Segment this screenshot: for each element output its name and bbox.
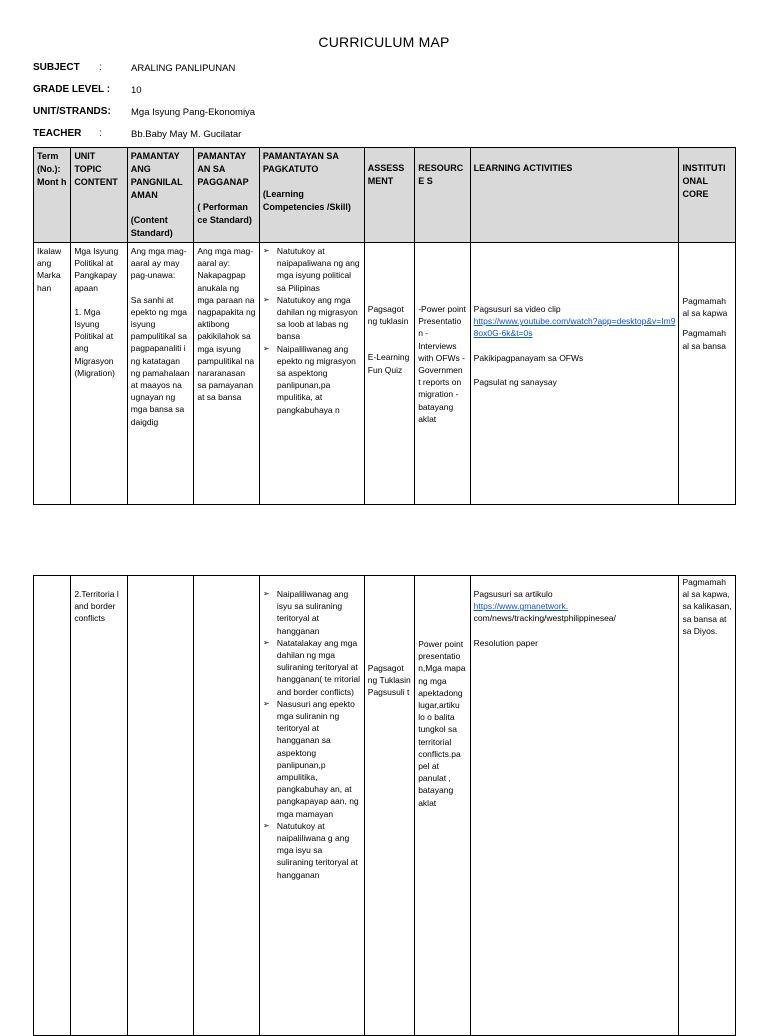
grade-level-label: GRADE LEVEL : [33, 84, 111, 95]
content-standard-intro: Ang mga mag-aaral ay may pag-unawa: [130, 246, 187, 281]
competencies-list [263, 245, 361, 416]
content-standard-cell [127, 243, 194, 505]
header-performance-standard-sub: ( Performan ce Standard) [197, 202, 252, 225]
assessment-quiz: E-Learning Fun Quiz [367, 352, 410, 375]
core-cell [679, 243, 736, 505]
assessment-tuklasin: Pagsagot ng tuklasin [367, 304, 409, 327]
header-assessment: ASSESS MENT [364, 148, 414, 243]
header-learning-competencies-sub: (Learning Competencies /Skill) [262, 189, 351, 212]
competencies-cell [259, 576, 364, 1036]
header-learning-competencies [259, 148, 364, 243]
list-item: ➢ Naipaliliwanag ang isyu sa suliraning teritoryal at hangganan [263, 588, 361, 637]
header-performance-standard-title: PAMANTAY AN SA PAGGANAP [197, 151, 249, 187]
header-performance-standard [194, 148, 260, 243]
activity-article: Pagsusuri sa artikulo [473, 589, 553, 599]
activities-cell [470, 576, 679, 1036]
teacher-value: Bb.Baby May M. Gucilatar [131, 129, 242, 140]
competencies-cell [259, 243, 364, 505]
subject-label: SUBJECT [33, 62, 80, 73]
teacher-label: TEACHER [33, 128, 82, 139]
table-row [34, 243, 736, 505]
resources-cell: -Power point Presentatio n - Interviews with OFWs - Governmen t reports on migration -batayang aklat [415, 243, 470, 505]
unit-cell [71, 243, 127, 505]
list-item: ➢ Natatalakay ang mga dahilan ng mga suliraning teritoryal at hangganan( te rritorial and border conflicts) [263, 637, 361, 698]
subject-value: ARALING PANLIPUNAN [131, 63, 236, 74]
activity-video: Pagsusuri sa video clip [473, 304, 561, 314]
content-standard-text: Sa sanhi at epekto ng mga isyung pampulitikal sa pagpapanaliti i ng katatagan ng pamahalaan at maayos na ugnayan ng mga bansa sa daigdig [130, 294, 190, 427]
resources-cell: Power point presentatio n,Mga mapa ng mga apektadong lugar,artiku lo o balita tungkol sa territorial conflicts.pa pel at panulat , batayang aklat [415, 576, 470, 1036]
core-cell: Pagmamah al sa kapwa, sa kalikasan, sa bansa at sa Diyos. [679, 576, 736, 1036]
header-resources: RESOURCE S [415, 148, 470, 243]
header-term: Term (No.): Mont h [34, 148, 71, 243]
curriculum-table-1 [33, 147, 736, 505]
performance-standard-cell [194, 576, 260, 1036]
unit-cell: 2.Territoria l and border conflicts [71, 576, 127, 1036]
activity-interview: Pakikipagpanayam sa OFWs [473, 352, 584, 363]
content-standard-cell [127, 576, 194, 1036]
header-learning-activities: LEARNING ACTIVITIES [470, 148, 679, 243]
activity-link-rest: com/news/tracking/westphilippinesea/ [473, 613, 616, 624]
core-kapwa: Pagmamah al sa kapwa [682, 296, 728, 319]
list-item: ➢ Natutukoy at naipapaliwana ng ang mga isyung political sa Pilipinas [263, 245, 361, 294]
term-cell: Ikalaw ang Marka han [34, 243, 71, 505]
header-row [34, 148, 736, 243]
list-item: ➢ Natutukoy ang mga dahilan ng migrasyon sa loob at labas ng bansa [263, 294, 361, 343]
competencies-list [263, 588, 361, 881]
header-learning-competencies-title: PAMANTAYAN SA PAGKATUTO [262, 151, 339, 174]
grade-level-value: 10 [131, 85, 142, 96]
page-title: CURRICULUM MAP [318, 34, 450, 50]
list-item: ➢ Nasusuri ang epekto mga suliranin ng teritoryal at hangganan sa aspektong panlipunan,p ampulitika, pangkabuhay an, at pangkapayap aan, ng mga mamayan [263, 698, 361, 820]
term-cell [34, 576, 71, 1036]
subject-colon: : [99, 62, 102, 73]
header-content-standard-sub: (Content Standard) [130, 215, 173, 238]
header-unit: UNIT TOPIC CONTENT [71, 148, 127, 243]
assessment-cell [364, 243, 414, 505]
unit-topic: Mga Isyung Politikal at Pangkapay apaan [74, 246, 119, 293]
performance-standard-cell: Ang mga mag-aaral ay: Nakapagpap anukala ng mga paraan na nagpapakita ng aktibong pakikilahok sa mga isyung pampulitikal na nararanasan sa pamayanan at sa bansa [194, 243, 260, 505]
list-item: ➢ Naipaliliwanag ang epekto ng migrasyon sa aspektong panlipunan,pa mpulitika, at pangkabuhaya n [263, 343, 361, 416]
table-row [34, 576, 736, 1036]
core-bansa: Pagmamah al sa bansa [682, 328, 726, 351]
unit-strands-label: UNIT/STRANDS: [33, 106, 111, 117]
gmanetwork-link[interactable]: https://www.gmanetwork. [473, 601, 569, 612]
youtube-link[interactable]: https://www.youtube.com/watch?app=desktop&v=Im98ox0G-6k&t=0s [473, 316, 676, 339]
list-item: ➢ Natutukoy at naipaliliwana g ang mga isyu sa suliraning teritoryal at hangganan [263, 820, 361, 881]
unit-subtopic: 1. Mga Isyung Politikal at ang Migrasyon (Migration) [74, 306, 115, 378]
activity-essay: Pagsulat ng sanaysay [473, 376, 557, 387]
teacher-colon: : [99, 128, 102, 139]
activity-resolution: Resolution paper [473, 637, 538, 648]
curriculum-table-2 [33, 575, 736, 1036]
activities-cell [470, 243, 679, 505]
assessment-cell: Pagsagot ng Tuklasin Pagsusuli t [364, 576, 414, 1036]
header-content-standard-title: PAMANTAY ANG PANGNILAL AMAN [130, 151, 183, 200]
header-institutional-core: INSTITUTI ONAL CORE [679, 148, 736, 243]
header-content-standard [127, 148, 194, 243]
unit-strands-value: Mga Isyung Pang-Ekonomiya [131, 107, 256, 118]
